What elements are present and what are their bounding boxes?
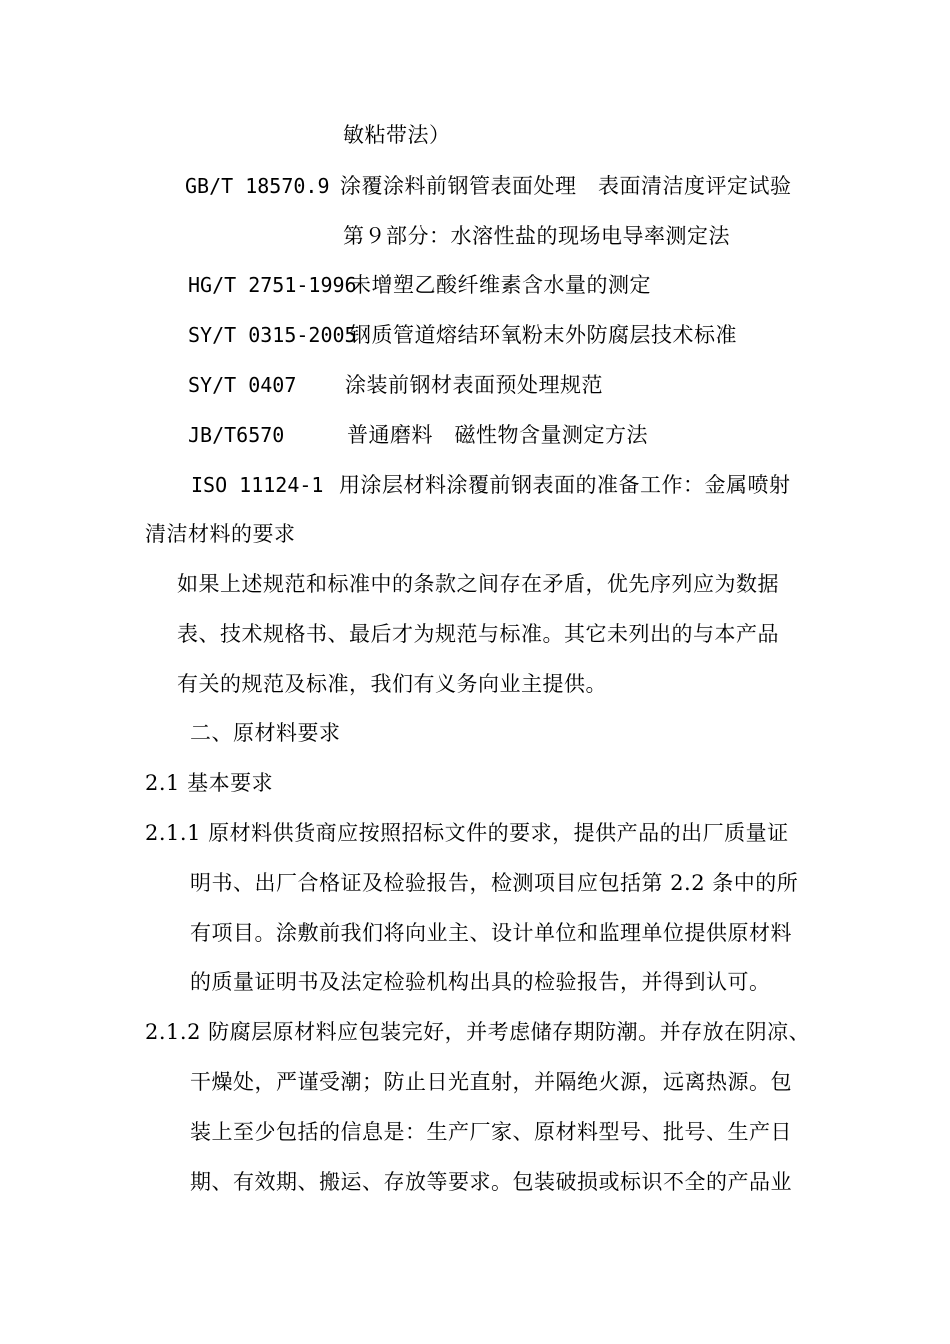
standard-code: JB/T6570 (188, 423, 285, 447)
paragraph-line: 有关的规范及标准，我们有义务向业主提供。 (177, 672, 607, 696)
subsection-heading: 2.1 基本要求 (145, 771, 274, 795)
standard-title: 普通磨料 磁性物含量测定方法 (347, 423, 648, 447)
standard-title: 未增塑乙酸纤维素含水量的测定 (350, 273, 651, 297)
paragraph-line: 装上至少包括的信息是：生产厂家、原材料型号、批号、生产日 (190, 1120, 792, 1144)
paragraph-line: 期、有效期、搬运、存放等要求。包装破损或标识不全的产品业 (190, 1170, 792, 1194)
text-line: 敏粘带法） (343, 123, 451, 147)
paragraph-line: 表、技术规格书、最后才为规范与标准。其它未列出的与本产品 (177, 622, 779, 646)
standard-title: 用涂层材料涂覆前钢表面的准备工作：金属喷射 (339, 473, 791, 497)
paragraph-line: 有项目。涂敷前我们将向业主、设计单位和监理单位提供原材料 (190, 921, 792, 945)
standard-code: SY/T 0407 (188, 373, 297, 397)
standard-code: GB/T 18570.9 (185, 174, 330, 198)
paragraph-line: 干燥处，严谨受潮；防止日光直射，并隔绝火源，远离热源。包 (190, 1070, 792, 1094)
paragraph-line: 2.1.1 原材料供货商应按照招标文件的要求，提供产品的出厂质量证 (145, 821, 789, 845)
standard-title: 涂装前钢材表面预处理规范 (345, 373, 603, 397)
paragraph-line: 的质量证明书及法定检验机构出具的检验报告，并得到认可。 (190, 970, 771, 994)
standard-code: SY/T 0315-2005 (188, 323, 357, 347)
standard-title: 涂覆涂料前钢管表面处理 表面清洁度评定试验 (340, 174, 792, 198)
text-line: 清洁材料的要求 (145, 522, 296, 546)
paragraph-line: 如果上述规范和标准中的条款之间存在矛盾，优先序列应为数据 (177, 572, 779, 596)
paragraph-line: 明书、出厂合格证及检验报告，检测项目应包括第 2.2 条中的所 (190, 871, 799, 895)
standard-code: HG/T 2751-1996 (188, 273, 357, 297)
standard-title: 钢质管道熔结环氧粉末外防腐层技术标准 (350, 323, 737, 347)
standard-code: ISO 11124-1 (191, 473, 324, 497)
paragraph-line: 2.1.2 防腐层原材料应包装完好，并考虑储存期防潮。并存放在阴凉、 (145, 1020, 811, 1044)
section-heading: 二、原材料要求 (190, 721, 341, 745)
standard-title: 第９部分：水溶性盐的现场电导率测定法 (343, 224, 730, 248)
